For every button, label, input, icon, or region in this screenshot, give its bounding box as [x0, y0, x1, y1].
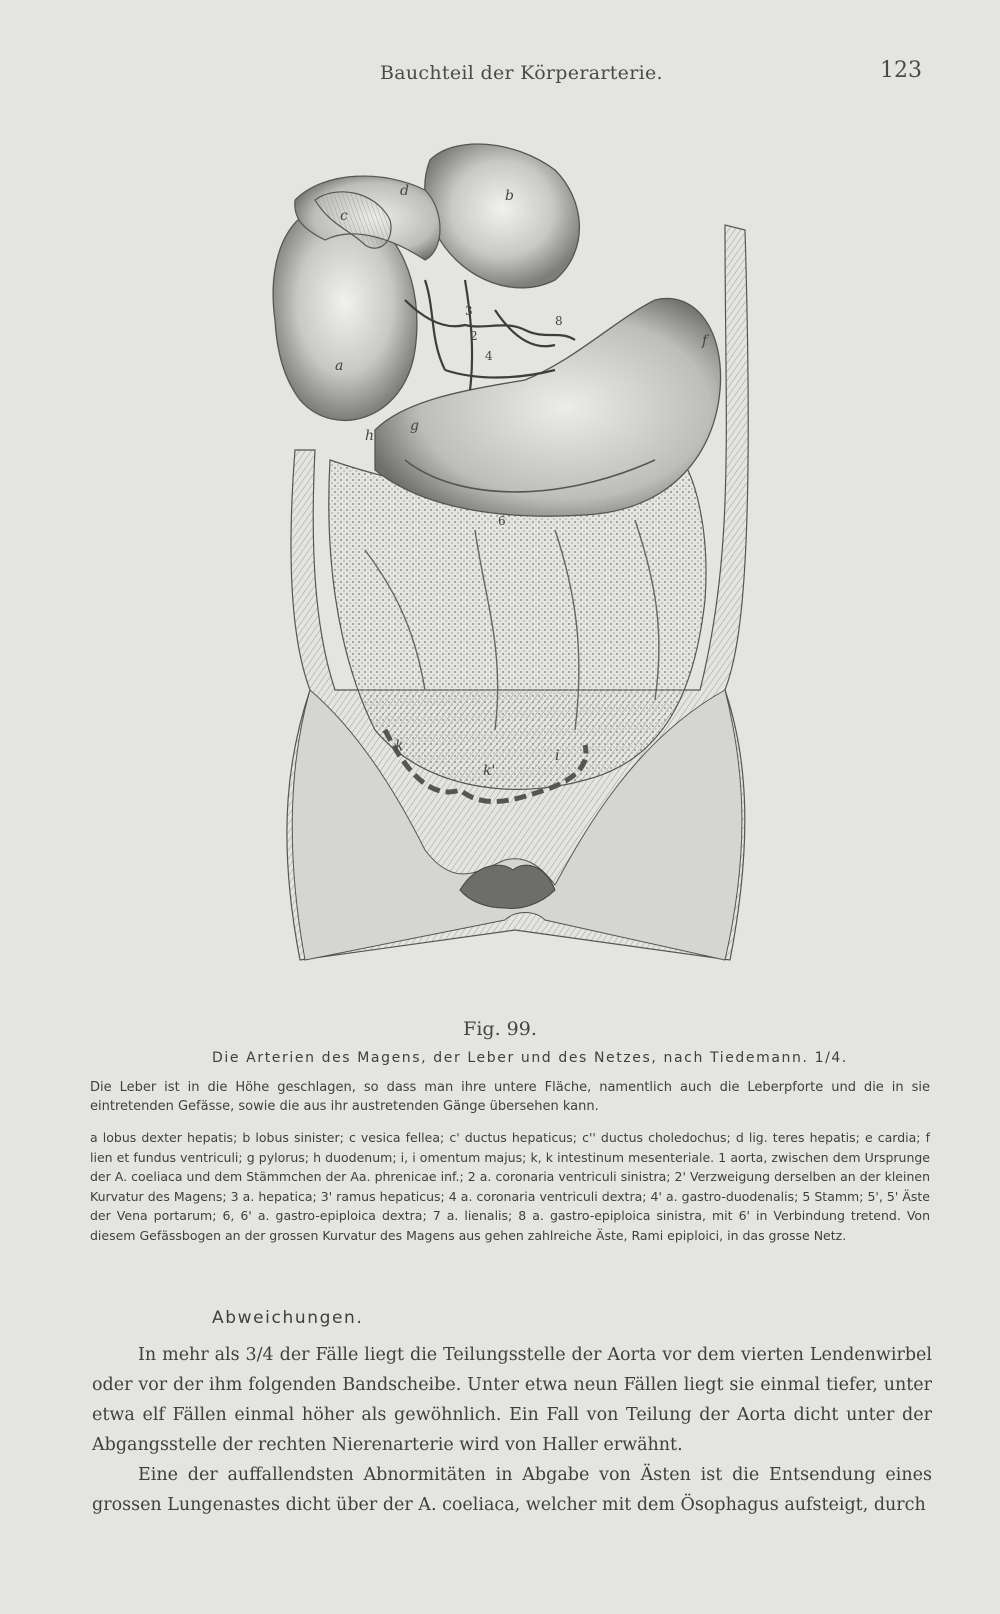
running-title: Bauchteil der Körperarterie. [380, 62, 663, 84]
anatomical-illustration [255, 130, 780, 1000]
liver-left-lobe [425, 144, 580, 288]
section-heading: Abweichungen. [212, 1308, 364, 1328]
label-g: g [410, 418, 419, 434]
label-2: 2 [470, 329, 478, 343]
label-b: b [505, 188, 514, 204]
running-head [0, 58, 1000, 88]
paragraph: Eine der auffallendsten Abnormitäten in Abgabe von Ästen ist die Entsendung eines grossen Lungenastes dicht über der A. coeliaca, welcher mit dem Ösophagus aufsteigt, durch [92, 1465, 932, 1515]
label-6: 6 [498, 514, 506, 528]
figure-number: Fig. 99. [463, 1018, 537, 1040]
label-f: f [702, 333, 708, 349]
label-k: k [395, 738, 404, 754]
figure-description: Die Leber ist in die Höhe geschlagen, so dass man ihre untere Fläche, namentlich auch die Leberpforte und die in sie eintretenden Gefässe, sowie die aus ihr austretenden Gänge übersehen kann. [90, 1080, 930, 1114]
label-h: h [365, 428, 375, 444]
figure-caption-title: Die Arterien des Magens, der Leber und des Netzes, nach Tiedemann. 1/4. [212, 1050, 848, 1066]
label-a: a [335, 358, 344, 374]
label-4: 4 [485, 349, 493, 363]
page-number: 123 [880, 58, 922, 83]
figure-legend: a lobus dexter hepatis; b lobus sinister; c vesica fellea; c' ductus hepaticus; c'' ductus choledochus; d lig. teres hepatis; e cardia; f lien et fundus ventriculi; g pylorus; h duodenum; i, i omentum majus; k, k intestinum mesenteriale. 1 aorta, zwischen dem Ursprunge der A. coeliaca und dem Stämmchen der Aa. phrenicae inf.; 2 a. coronaria ventriculi sinistra; 2' Verzweigung derselben an der kleinen Kurvatur des Magens; 3 a. hepatica; 3' ramus hepaticus; 4 a. coronaria ventriculi dextra; 4' a. gastro-duodenalis; 5 Stamm; 5', 5' Äste der Vena portarum; 6, 6' a. gastro-epiploica dextra; 7 a. lienalis; 8 a. gastro-epiploica sinistra, mit 6' in Verbindung tretend. Von diesem Gefässbogen an der grossen Kurvatur des Magens aus gehen zahlreiche Äste, Rami epiploici, in das grosse Netz. [90, 1130, 930, 1243]
label-8: 8 [555, 314, 563, 328]
label-i: i [555, 748, 560, 764]
label-3: 3 [465, 304, 473, 318]
label-d: d [400, 183, 409, 199]
body-text [92, 1340, 932, 1520]
label-c: c [340, 208, 348, 224]
label-k-prime: k' [483, 763, 496, 779]
stomach [375, 298, 721, 516]
paragraph: In mehr als 3/4 der Fälle liegt die Teilungsstelle der Aorta vor dem vierten Lendenwirbel oder vor der ihm folgenden Bandscheibe. Unter etwa neun Fällen liegt sie einmal tiefer, unter etwa elf Fällen einmal höher als gewöhnlich. Ein Fall von Teilung der Aorta dicht unter der Abgangsstelle der rechten Nierenarterie wird von Haller erwähnt. [92, 1345, 932, 1455]
